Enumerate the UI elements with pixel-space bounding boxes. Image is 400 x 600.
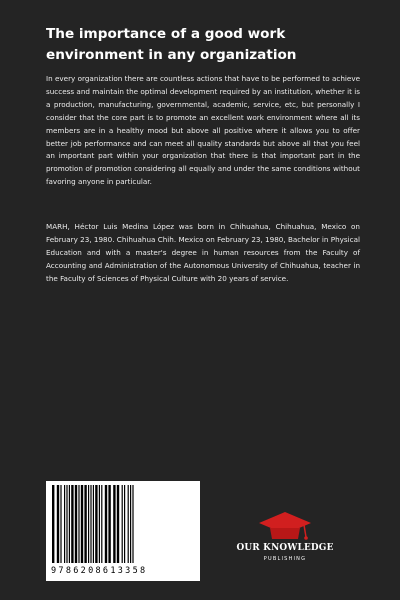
- barcode-bar: [60, 485, 61, 563]
- barcode-bar: [132, 485, 133, 563]
- author-bio: MARH, Héctor Luis Medina López was born in Chihuahua, Chihuahua, Mexico on February 23, 1980. Chihuahua Chih. Mexico on February 23, 1980, Bachelor in Physical Education and with a master's degree in human resources from the Faculty of Accounting and Administration of the Autonomous University of Chihuahua, teacher in the Faculty of Sciences of Physical Culture with 20 years of service.: [46, 222, 360, 283]
- barcode-bar: [69, 485, 70, 563]
- publisher-tagline: PUBLISHING: [263, 556, 307, 562]
- barcode-bar: [130, 485, 131, 563]
- barcode-bar: [95, 485, 97, 563]
- barcode-bar: [66, 485, 67, 563]
- book-summary: In every organization there are countless actions that have to be performed to achieve success and maintain the optimal development required by an institution, whether it is a production, manufacturing, governmental, academic, service, etc, but personally I consider that the core part is to promote an excellent work environment where all its members are in a healthy mood but above all positive where it allows you to offer better job performance and can meet all quality standards but above all that you feel an important part within your organization that there is that important part in the promotion of promotion considering all equally and under the same conditions without favoring anyone in particular.: [46, 74, 360, 187]
- publisher-name: OUR KNOWLEDGE: [236, 543, 334, 553]
- barcode-bar: [57, 485, 59, 563]
- barcode-bar: [101, 485, 102, 563]
- barcode-bar: [99, 485, 100, 563]
- barcode-bar: [113, 485, 115, 563]
- barcode-bar: [117, 485, 119, 563]
- publisher-logo: [232, 510, 338, 570]
- book-title: The importance of a good work environment in any organization: [46, 26, 297, 63]
- isbn-barcode: [46, 481, 200, 581]
- barcode-bar: [122, 485, 123, 563]
- barcode-bar: [75, 485, 77, 563]
- barcode-bar: [128, 485, 129, 563]
- barcode-bar: [90, 485, 91, 563]
- barcode-bar: [105, 485, 107, 563]
- isbn-number: 9786208613358: [51, 566, 148, 576]
- barcode-bar: [52, 485, 54, 563]
- barcode-bar: [64, 485, 65, 563]
- barcode-bar: [84, 485, 86, 563]
- barcode-bar: [71, 485, 73, 563]
- barcode-bar: [78, 485, 79, 563]
- barcode-bar: [81, 485, 83, 563]
- barcode-bar: [124, 485, 125, 563]
- barcode-bar: [108, 485, 110, 563]
- graduation-cap-icon: [232, 510, 338, 544]
- barcode-bar: [88, 485, 89, 563]
- barcode-bar: [93, 485, 94, 563]
